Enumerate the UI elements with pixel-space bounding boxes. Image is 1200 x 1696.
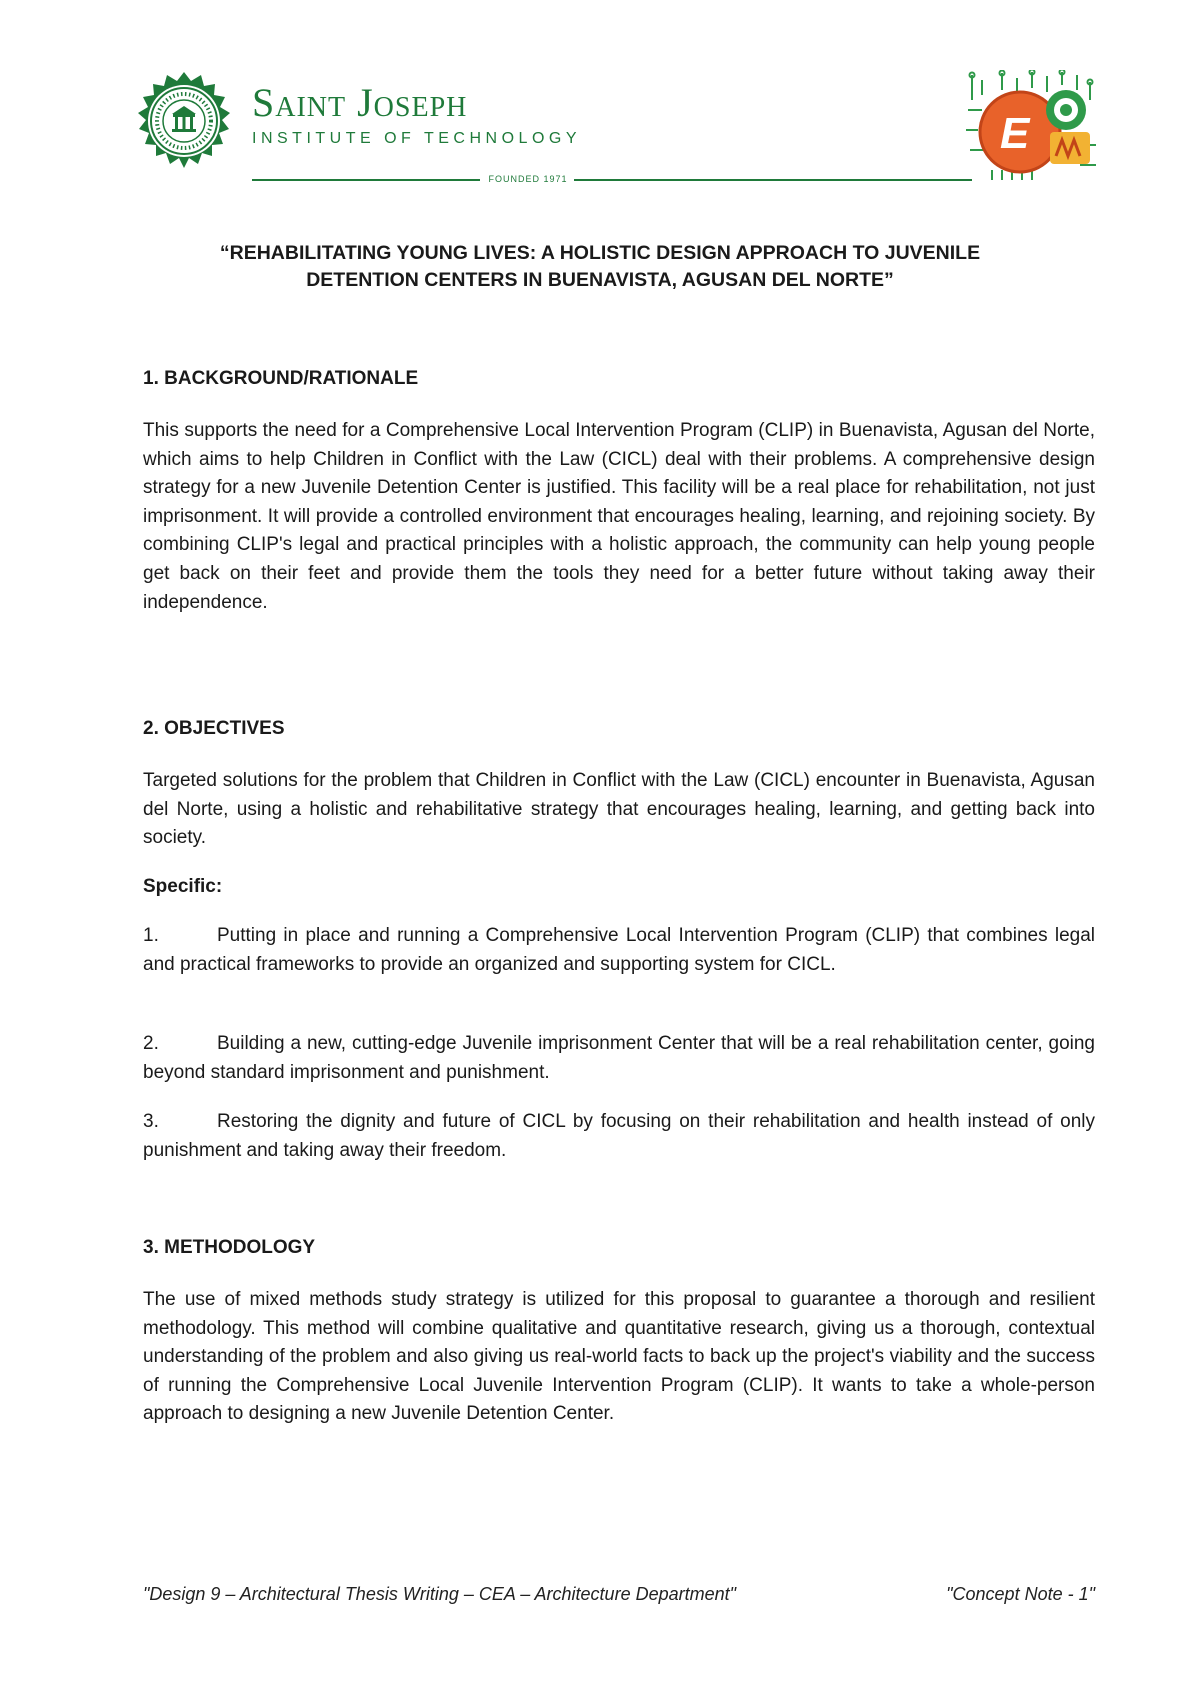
list-item — [143, 922, 1095, 979]
list-item-number: 1. — [143, 925, 159, 946]
brand-divider — [252, 172, 972, 186]
specific-label: Specific: — [143, 876, 223, 897]
department-logo-icon — [962, 70, 1100, 182]
letterhead — [130, 70, 1100, 185]
list-item-text: Putting in place and running a Comprehensive Local Intervention Program (CLIP) that combines legal and practical frameworks to provide an organized and supporting system for CICL. — [143, 925, 1095, 975]
school-seal-icon — [130, 72, 238, 180]
list-item — [143, 1108, 1095, 1165]
title-line-1: “REHABILITATING YOUNG LIVES: A HOLISTIC DESIGN APPROACH TO JUVENILE — [219, 242, 981, 264]
list-item-number: 3. — [143, 1111, 159, 1132]
list-item-text: Building a new, cutting-edge Juvenile imprisonment Center that will be a real rehabilitation center, going beyond standard imprisonment and punishment. — [143, 1033, 1095, 1083]
list-item-text: Restoring the dignity and future of CICL by focusing on their rehabilitation and health instead of only punishment and taking away their freedom. — [143, 1111, 1095, 1161]
brand-subtitle: INSTITUTE OF TECHNOLOGY — [252, 130, 581, 147]
list-item-number: 2. — [143, 1033, 159, 1054]
document-title — [140, 240, 1060, 294]
brand-block — [252, 80, 972, 184]
brand-name: Saint Joseph — [252, 80, 468, 125]
section-heading-objectives: 2. OBJECTIVES — [143, 718, 285, 739]
title-line-2: DETENTION CENTERS IN BUENAVISTA, AGUSAN DEL NORTE” — [306, 269, 894, 291]
founded-label: FOUNDED 1971 — [488, 174, 568, 184]
list-item — [143, 1030, 1095, 1087]
methodology-paragraph: The use of mixed methods study strategy is utilized for this proposal to guarantee a thorough and resilient methodology. This method will combine qualitative and quantitative research, giving us a thorough, contextual understanding of the problem and also giving us real-world facts to back up the project's viability and the success of running the Comprehensive Local Juvenile Intervention Program (CLIP). It wants to take a whole-person approach to designing a new Juvenile Detention Center. — [143, 1289, 1095, 1425]
background-paragraph: This supports the need for a Comprehensive Local Intervention Program (CLIP) in Buenavista, Agusan del Norte, which aims to help Children in Conflict with the Law (CICL) deal with their problems. A comprehensive design strategy for a new Juvenile Detention Center is justified. This facility will be a real place for rehabilitation, not just imprisonment. It will provide a controlled environment that encourages healing, learning, and rejoining society. By combining CLIP's legal and practical principles with a holistic approach, the community can help young people get back on their feet and provide them the tools they need for a better future without taking away their independence. — [143, 420, 1095, 613]
section-heading-background: 1. BACKGROUND/RATIONALE — [143, 368, 419, 389]
footer-course: "Design 9 – Architectural Thesis Writing – CEA – Architecture Department" — [143, 1584, 737, 1604]
footer-page-label: "Concept Note - 1" — [946, 1584, 1095, 1604]
svg-text:E: E — [1000, 109, 1030, 158]
section-heading-methodology: 3. METHODOLOGY — [143, 1237, 316, 1258]
objectives-paragraph: Targeted solutions for the problem that Children in Conflict with the Law (CICL) encounter in Buenavista, Agusan del Norte, using a holistic and rehabilitative strategy that encourages healing, learning, and getting back into society. — [143, 770, 1095, 849]
